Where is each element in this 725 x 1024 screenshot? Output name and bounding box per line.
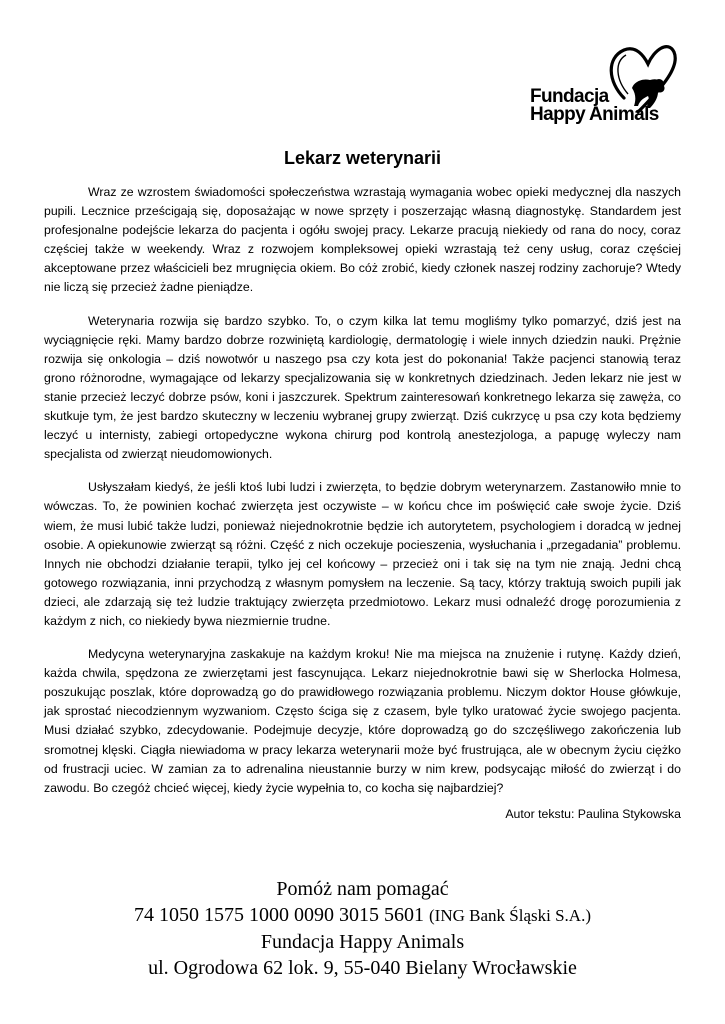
bank-name: (ING Bank Śląski S.A.) [429, 906, 591, 925]
author-credit: Autor tekstu: Paulina Stykowska [505, 807, 681, 821]
page-title: Lekarz weterynarii [283, 148, 442, 168]
paragraph-3: Usłyszałam kiedyś, że jeśli ktoś lubi ludzi i zwierzęta, to będzie dobrym weterynarzem. Zastanowiło mnie to wówczas. To, że powinien kochać zwierzęta jest oczywiste – w końcu chce im poświęcić całe swoje życie. Dziś wiem, że musi lubić także ludzi, ponieważ niejednokrotnie będzie ich autorytetem, psychologiem i doradcą w jednej osobie. A opiekunowie zwierząt są różni. Część z nich oczekuje pocieszenia, wysłuchania i „przegadania” problemu. Innych nie obchodzi działanie terapii, tylko jej cel końcowy – przecież oni i tak się na tym nie znają. Jedni chcą gotowego rozwiązania, inni przychodzą z własnym pomysłem na leczenie. Są tacy, którzy traktują swoich pupili jak dzieci, ale zdarzają się też ludzie traktujący zwierzęta przedmiotowo. Lekarz musi odnaleźć drogę porozumienia z każdym z nich, co niekiedy bywa niezmiernie trudne. [44, 480, 681, 628]
article-body [44, 183, 681, 812]
paragraph-1: Wraz ze wzrostem świadomości społeczeństwa wzrastają wymagania wobec opieki medycznej dla naszych pupili. Lecznice prześcigają się, doposażając w nowe sprzęty i poszerzając własną diagnostykę. Standardem jest profesjonalne podejście lekarza do pacjenta i ogółu swojej pracy. Lekarze pracują niekiedy od rana do nocy, coraz częściej także w weekendy. Wraz z rozwojem kompleksowej opieki wzrastają też ceny usług, coraz częściej akceptowane przez właścicieli bez mrugnięcia okiem. Bo cóż zrobić, kiedy członek naszej rodziny zachoruje? Wtedy nie liczą się przecież żadne pieniądze. [44, 185, 681, 295]
logo-text-line1: Fundacja [530, 86, 609, 107]
logo-text-line2: Happy Animals [530, 104, 659, 125]
foundation-logo [528, 38, 678, 128]
footer-account-line [0, 902, 725, 929]
donation-footer [0, 876, 725, 981]
bank-account-number: 74 1050 1575 1000 0090 3015 5601 [134, 904, 425, 926]
footer-address: ul. Ogrodowa 62 lok. 9, 55-040 Bielany Wrocławskie [148, 957, 577, 979]
paragraph-2: Weterynaria rozwija się bardzo szybko. To, o czym kilka lat temu mogliśmy tylko pomarzyć, dziś jest na wyciągnięcie ręki. Mamy bardzo dobrze rozwiniętą kardiologię, dermatologię i wiele innych dziedzin nauki. Prężnie rozwija się onkologia – dziś nowotwór u naszego psa czy kota jest do pokonania! Także pacjenci stanowią teraz grono różnorodne, wymagające od lekarzy specjalizowania się w konkretnych dziedzinach. Jeden lekarz nie jest w stanie przecież leczyć dobrze psów, koni i jaszczurek. Spektrum zainteresowań konkretnego lekarza się zawęża, co skutkuje tym, że jest bardzo skuteczny w leczeniu wybranej grupy zwierząt. Dziś cukrzycę u psa czy kota będziemy leczyć u internisty, zabiegi ortopedyczne wykona chirurg pod kontrolą anestezjologa, a papugę wyleczy nam specjalista od zwierząt nieudomowionych. [44, 313, 681, 462]
footer-appeal: Pomóż nam pomagać [276, 878, 449, 900]
footer-organization: Fundacja Happy Animals [260, 931, 465, 953]
paragraph-4: Medycyna weterynaryjna zaskakuje na każdym kroku! Nie ma miejsca na znużenie i rutynę. Każdy dzień, każda chwila, spędzona ze zwierzętami jest fascynująca. Lekarz niejednokrotnie bawi się w Sherlocka Holmesa, poszukując poszlak, które doprowadzą go do prawidłowego rozwiązania problemu. Niczym doktor House główkuje, jak sprostać niecodziennym wyzwaniom. Często ściga się z czasem, byle tylko uratować życie swojego pacjenta. Musi działać szybko, zdecydowanie. Podejmuje decyzje, które doprowadzą go do szczęśliwego zakończenia lub sromotnej klęski. Ciągła niewiadoma w pracy lekarza weterynarii może być frustrująca, ale w obecnym życiu ciężko od frustracji uciec. W zamian za to adrenalina nieustannie burzy w nim krew, podsycając miłość do zwierząt i do zawodu. Bo czegóż chcieć więcej, kiedy życie wypełnia to, co kocha się najbardziej? [44, 647, 681, 795]
